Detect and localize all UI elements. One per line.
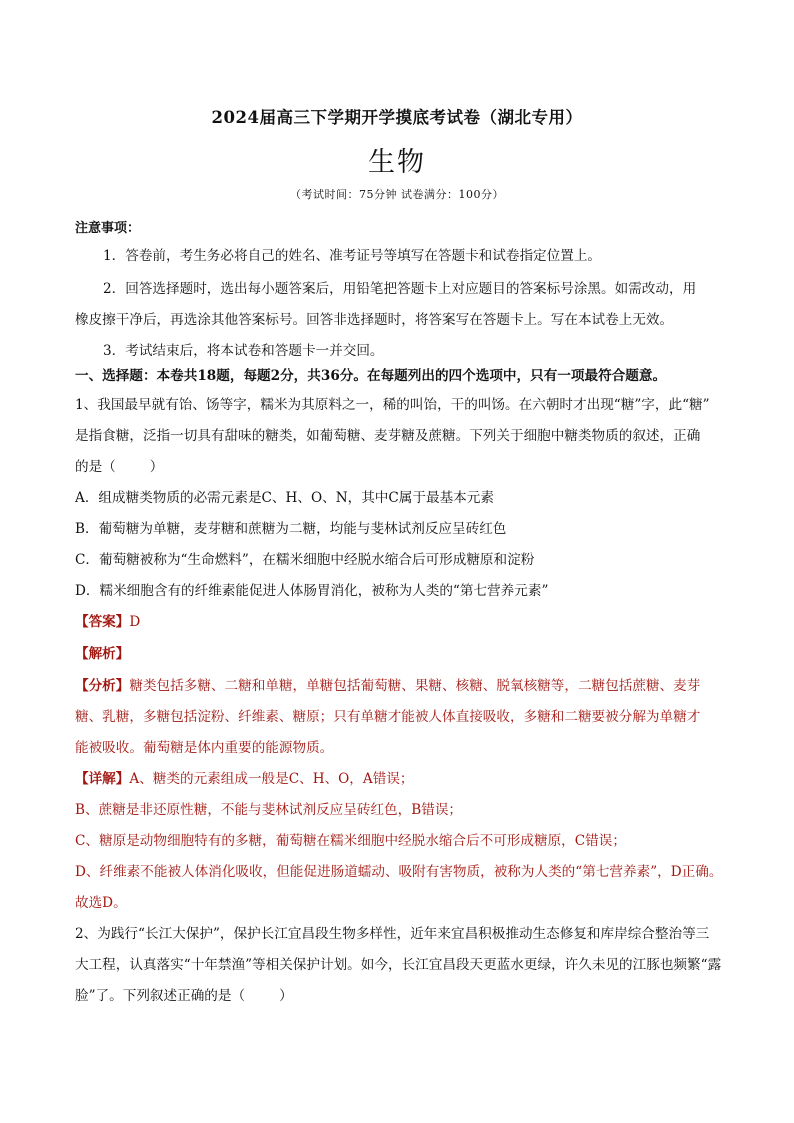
q2-stem-text: 脸”了。下列叙述正确的是（: [75, 988, 246, 1004]
q1-option-a: A．组成糖类物质的必需元素是C、H、O、N，其中C属于最基本元素: [75, 490, 494, 506]
q1-option-c: C．葡萄糖被称为“生命燃料”，在糯米细胞中经脱水缩合后可形成糖原和淀粉: [75, 552, 535, 568]
subject-title: 生物: [368, 147, 426, 178]
notice-item-1: 1．答卷前，考生务必将自己的姓名、准考证号等填写在答题卡和试卷指定位置上。: [103, 248, 602, 264]
exam-info: （考试时间：75分钟 试卷满分：100分）: [290, 188, 504, 201]
q1-fenxi-line-1: [75, 677, 725, 695]
q1-detail-c: C、糖原是动物细胞特有的多糖，葡萄糖在糯米细胞中经脱水缩合后不可形成糖原，C错误；: [75, 833, 626, 849]
q1-stem-line-3: [75, 458, 725, 476]
answer-tag: 【答案】: [75, 614, 130, 630]
notice-item-2-line-2: 橡皮擦干净后，再选涂其他答案标号。回答非选择题时，将答案写在答题卡上。写在本试卷上无效。: [75, 312, 674, 328]
section-heading: 一、选择题：本卷共18题，每题2分，共36分。在每题列出的四个选项中，只有一项最符合题意。: [75, 368, 667, 384]
q1-stem-line-2: 是指食糖，泛指一切具有甜味的糖类，如葡萄糖、麦芽糖及蔗糖。下列关于细胞中糖类物质的叙述，正确: [75, 428, 701, 444]
q1-detail-a: [75, 770, 725, 788]
q2-stem-line-1: 2、为践行“长江大保护”，保护长江宜昌段生物多样性，近年来宜昌积极推动生态修复和库岸综合整治等三: [75, 926, 710, 942]
fenxi-tag: 【分析】: [75, 678, 130, 694]
analysis-tag: 【解析】: [75, 646, 130, 662]
detail-a-text: A、糖类的元素组成一般是C、H、O，A错误；: [129, 771, 414, 787]
fenxi-text-1: 糖类包括多糖、二糖和单糖，单糖包括葡萄糖、果糖、核糖、脱氧核糖等，二糖包括蔗糖、麦芽: [129, 678, 701, 694]
q1-answer: [75, 613, 725, 631]
notice-item-2-line-1: 2．回答选择题时，选出每小题答案后，用铅笔把答题卡上对应题目的答案标号涂黑。如需改动，用: [103, 281, 697, 297]
q2-stem-line-3: [75, 987, 725, 1005]
q1-fenxi-line-3: 能被吸收。葡萄糖是体内重要的能源物质。: [75, 740, 334, 756]
exam-title: 2024届高三下学期开学摸底考试卷（湖北专用）: [211, 108, 583, 127]
q1-detail-d: D、纤维素不能被人体消化吸收，但能促进肠道蠕动、吸附有害物质，被称为人类的“第七营养素”，D正确。: [75, 864, 723, 880]
detail-tag: 【详解】: [75, 771, 130, 787]
q1-analysis-heading: [75, 645, 725, 663]
q1-stem-line-1: 1、我国最早就有饴、饧等字，糯米为其原料之一，稀的叫饴，干的叫饧。在六朝时才出现“糖”字，此“糖”: [75, 397, 710, 413]
q1-stem-close: ）: [149, 459, 164, 475]
q1-stem-text: 的是（: [75, 459, 116, 475]
q1-detail-b: B、蔗糖是非还原性糖，不能与斐林试剂反应呈砖红色，B错误；: [75, 802, 463, 818]
notice-heading: 注意事项：: [75, 221, 141, 236]
q1-conclusion: 故选D。: [75, 895, 127, 911]
notice-item-3: 3．考试结束后，将本试卷和答题卡一并交回。: [103, 343, 384, 359]
answer-value: D: [129, 614, 141, 630]
q1-fenxi-line-2: 糖、乳糖，多糖包括淀粉、纤维素、糖原；只有单糖才能被人体直接吸收，多糖和二糖要被分解为单糖才: [75, 709, 701, 725]
q1-option-b: B．葡萄糖为单糖，麦芽糖和蔗糖为二糖，均能与斐林试剂反应呈砖红色: [75, 521, 507, 537]
q1-option-d: D．糯米细胞含有的纤维素能促进人体肠胃消化，被称为人类的“第七营养元素”: [75, 583, 549, 599]
q2-stem-close: ）: [279, 988, 293, 1004]
q2-stem-line-2: 大工程，认真落实“十年禁渔”等相关保护计划。如今，长江宜昌段天更蓝水更绿，许久未见的江豚也频繁“露: [75, 957, 722, 973]
